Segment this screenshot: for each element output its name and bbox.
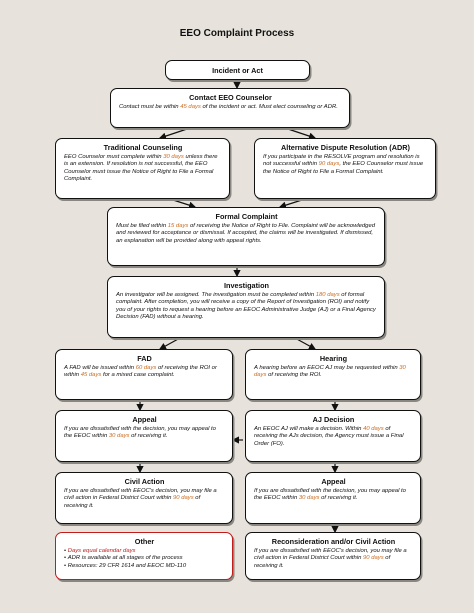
other-bullet-list	[64, 548, 225, 570]
reconsideration-box	[245, 532, 421, 580]
aj-decision-text: An EEOC AJ will make a decision. Within 40 days of receiving the AJs decision, the Agency must issue a Final Order (FO).	[254, 426, 404, 447]
civil-action-box	[55, 472, 233, 524]
deadline-highlight: 30 days	[108, 433, 130, 440]
adr-title: Alternative Dispute Resolution (ADR)	[281, 143, 410, 152]
arrow-investigation-to-hearing	[295, 338, 315, 349]
appeal-right-box	[245, 472, 421, 524]
deadline-highlight: 90 days	[363, 555, 384, 562]
counselor-text: Contact must be within 45 days of the incident or act. Must elect counseling or ADR.	[119, 104, 338, 110]
aj-decision-title: AJ Decision	[312, 415, 355, 424]
deadline-highlight: 30 days	[254, 365, 406, 379]
deadline-highlight: 180 days	[315, 292, 340, 298]
fad-box	[55, 349, 233, 400]
formal-complaint-box	[107, 207, 385, 266]
civil-action-title: Civil Action	[124, 477, 165, 486]
appeal-right-text: If you are dissatisfied with the decision, you may appeal to the EEOC within 30 days of receiving it.	[254, 488, 406, 502]
hearing-box	[245, 349, 421, 400]
hearing-title: Hearing	[319, 354, 348, 363]
traditional-text: EEO Counselor must complete within 30 days unless there is an extension. If resolution is not successful, the EEO Counselor must issue the Notice of Right to File a Formal Complaint.	[64, 154, 218, 183]
other-bullet: • ADR is available at all stages of the process	[64, 555, 225, 562]
formal-text: Must be filed within 15 days of receiving the Notice of Right to File. Complaint will be acknowledged and reviewed for acceptance or dismissal. If accepted, the claims will be investigated. If dismissed, an explanation will be provided along with appeal rights.	[116, 223, 376, 244]
traditional-counseling-box	[55, 138, 230, 199]
fad-text: A FAD will be issued within 60 days of receiving the ROI or within 45 days for a mixed case complaint.	[64, 365, 217, 379]
arrow-adr-to-formal	[280, 199, 305, 207]
arrow-counselor-to-adr	[285, 128, 315, 138]
counselor-box	[110, 88, 350, 128]
civil-action-text: If you are dissatisfied with EEOC's decision, you may file a civil action in Federal District Court within 90 days of receiving it.	[64, 488, 217, 509]
deadline-highlight: 30 days	[298, 495, 320, 502]
reconsideration-text: If you are dissatisfied with EEOC's decision, you may file a civil action in Federal District Court within 90 days of receiving it.	[254, 548, 407, 569]
deadline-highlight: 15 days	[167, 223, 189, 229]
investigation-title: Investigation	[223, 281, 269, 290]
other-bullet: • Days equal calendar days	[64, 548, 225, 555]
counselor-title: Contact EEO Counselor	[189, 93, 272, 102]
other-title: Other	[134, 537, 155, 546]
appeal-left-title: Appeal	[132, 415, 157, 424]
hearing-text: A hearing before an EEOC AJ may be requested within 30 days of receiving the ROI.	[254, 365, 406, 379]
arrow-traditional-to-formal	[170, 199, 195, 207]
deadline-highlight: 90 days	[318, 161, 340, 168]
reconsideration-title: Reconsideration and/or Civil Action	[271, 537, 396, 546]
appeal-left-box	[55, 410, 233, 462]
adr-text: If you participate in the RESOLVE program and resolution is not successful within 90 days, the EEO Counselor must issue the Notice of Right to File a Formal Complaint.	[263, 154, 424, 175]
aj-decision-box	[245, 410, 421, 462]
deadline-highlight: 90 days	[173, 495, 194, 502]
other-notes-box	[55, 532, 233, 580]
deadline-highlight: 30 days	[163, 154, 184, 160]
investigation-text: An investigator will be assigned. The investigation must be completed within 180 days of formal complaint. After completion, you will receive a copy of the Report of Investigation (ROI) and notify you of your rights to request a hearing before an EEOC Administrative Judge (AJ) or a Final Agency Decision (FAD) without a hearing.	[116, 292, 376, 321]
appeal-right-title: Appeal	[321, 477, 346, 486]
incident-box	[165, 60, 310, 80]
fad-title: FAD	[137, 354, 152, 363]
deadline-highlight: 45 days	[80, 372, 102, 379]
page-title: EEO Complaint Process	[179, 28, 295, 39]
traditional-title: Traditional Counseling	[103, 143, 183, 152]
deadline-highlight: 40 days	[363, 426, 384, 432]
deadline-highlight: 60 days	[135, 365, 157, 371]
investigation-box	[107, 276, 385, 338]
formal-title: Formal Complaint	[215, 212, 278, 221]
appeal-left-text: If you are dissatisfied with the decision, you may appeal to the EEOC within 30 days of receiving it.	[64, 426, 216, 440]
adr-box	[254, 138, 436, 199]
incident-title: Incident or Act	[212, 65, 263, 75]
arrow-investigation-to-fad	[160, 338, 180, 349]
other-bullet: • Resources: 29 CFR 1614 and EEOC MD-110	[64, 563, 225, 570]
arrow-counselor-to-traditional	[160, 128, 190, 138]
deadline-highlight: 45 days	[180, 104, 201, 110]
